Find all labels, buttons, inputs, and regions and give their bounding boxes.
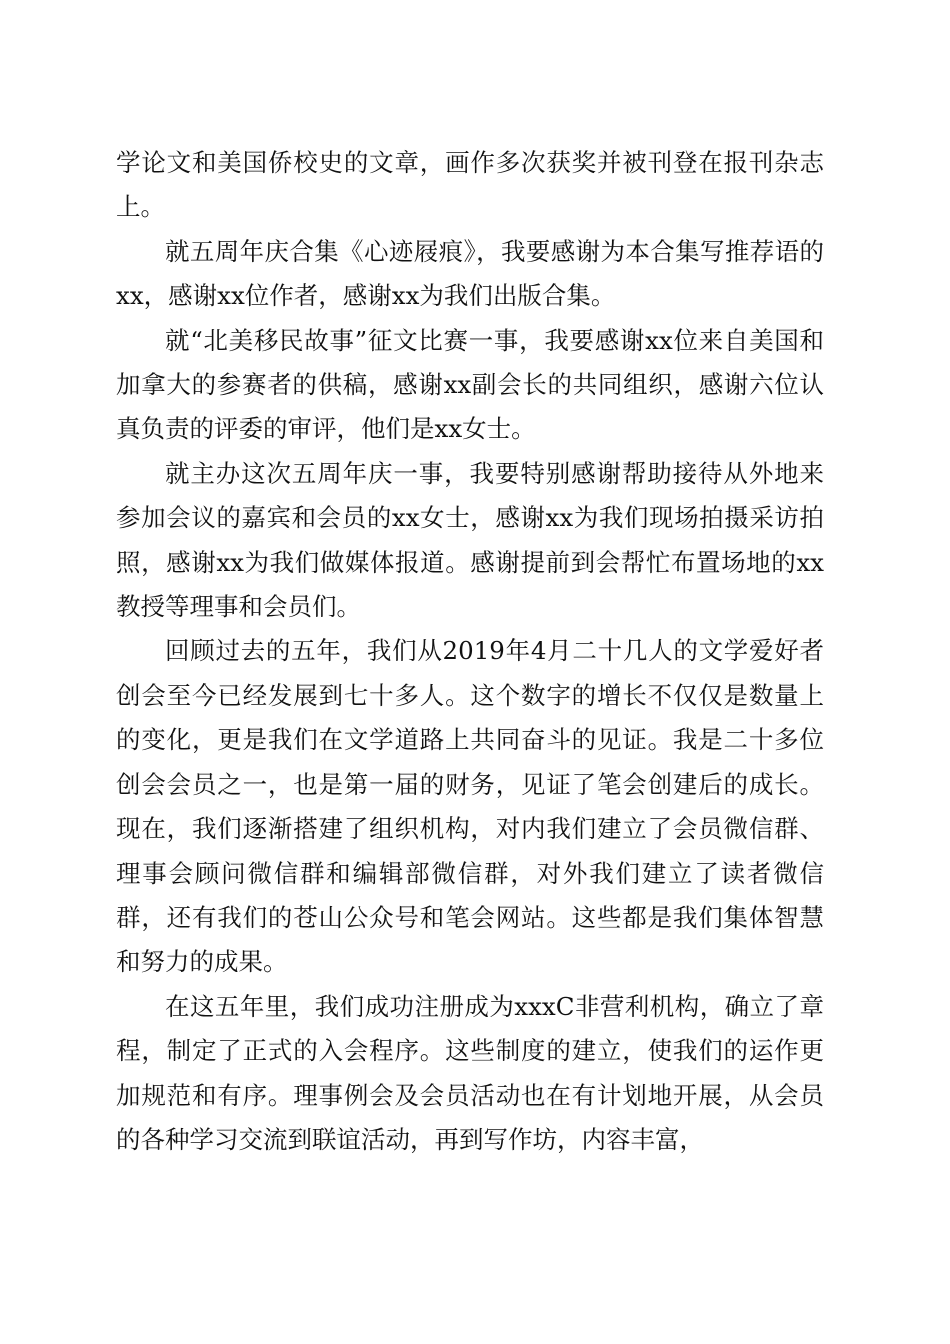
body-text <box>116 141 824 1162</box>
paragraph-registration: 在这五年里，我们成功注册成为xxxC非营利机构，确立了章程，制定了正式的入会程序。这些制度的建立，使我们的运作更加规范和有序。理事例会及会员活动也在有计划地开展，从会员的各种学习交流到联谊活动，再到写作坊，内容丰富， <box>116 991 824 1154</box>
paragraph-event-thanks: 就主办这次五周年庆一事，我要特别感谢帮助接待从外地来参加会议的嘉宾和会员的xx女士，感谢xx为我们现场拍摄采访拍照，感谢xx为我们做媒体报道。感谢提前到会帮忙布置场地的xx教授等理事和会员们。 <box>116 458 824 622</box>
paragraph-anthology-thanks: 就五周年庆合集《心迹屐痕》，我要感谢为本合集写推荐语的xx，感谢xx位作者，感谢xx为我们出版合集。 <box>116 236 824 311</box>
paragraph-essay-contest-thanks: 就“北美移民故事”征文比赛一事，我要感谢xx位来自美国和加拿大的参赛者的供稿，感谢xx副会长的共同组织，感谢六位认真负责的评委的审评，他们是xx女士。 <box>116 325 824 444</box>
paragraph-continued: 学论文和美国侨校史的文章，画作多次获奖并被刊登在报刊杂志上。 <box>116 148 824 222</box>
paragraph-five-year-review: 回顾过去的五年，我们从2019年4月二十几人的文学爱好者创会至今已经发展到七十多人。这个数字的增长不仅仅是数量上的变化，更是我们在文学道路上共同奋斗的见证。我是二十多位创会会员之一，也是第一届的财务，见证了笔会创建后的成长。现在，我们逐渐搭建了组织机构，对内我们建立了会员微信群、理事会顾问微信群和编辑部微信群，对外我们建立了读者微信群，还有我们的苍山公众号和笔会网站。这些都是我们集体智慧和努力的成果。 <box>116 636 824 977</box>
